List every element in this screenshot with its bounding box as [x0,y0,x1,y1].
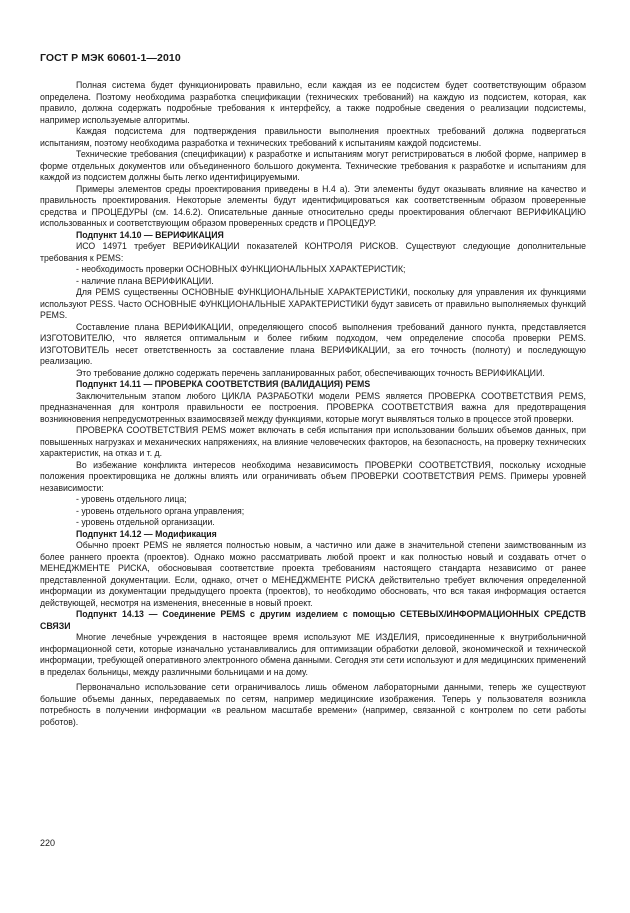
paragraph: Технические требования (спецификации) к разработке и испытаниям могут регистрироваться в любой форме, например в форме отдельных документов или объединенного большого документа. Технические требования к разработке и испытаниям для каждой из подсистем должны быть легко идентифицируемыми. [40,149,586,182]
paragraph: ИСО 14971 требует ВЕРИФИКАЦИИ показателей КОНТРОЛЯ РИСКОВ. Существуют следующие дополнительные требования к PEMS: [40,241,586,263]
paragraph: ПРОВЕРКА СООТВЕТСТВИЯ PEMS может включать в себя испытания при использовании больших объемов данных, при повышенных нагрузках и механических напряжениях, на влияние человеческих факторов, на безопасность, на проверку технических характеристик, на отказ и т. д. [40,425,586,458]
paragraph: Первоначально использование сети ограничивалось лишь обменом лабораторными данными, теперь же существуют большие объемы данных, передаваемых по сетям, например медицинские изображения. Теперь у пользователя возникла потребность в получении информации «в реальном масштабе времени» (например, связанной с контролем по сети работы роботов). [40,682,586,727]
section-heading: Подпункт 14.10 — ВЕРИФИКАЦИЯ [76,229,224,240]
paragraph: Примеры элементов среды проектирования приведены в Н.4 а). Эти элементы будут оказывать влияние на качество и правильность проектирования. Некоторые элементы будут идентифицироваться как соответственным образом проверенные средства и ПРОЦЕДУРЫ (см. 14.6.2). Описательные данные относительно среды проектирования облегчают ВЕРИФИКАЦИЮ использованных и соответствующим образом проверенных средств и ПРОЦЕДУР. [40,183,586,228]
paragraph: Полная система будет функционировать правильно, если каждая из ее подсистем будет соответствующим образом определена. Поэтому необходима разработка спецификации (технических требований) на каждую из подсистем, которая, как правило, должна содержать подробные требования к интерфейсу, а также подробные сведения о реализации подсистемы, например используемые алгоритмы. [40,80,586,125]
paragraph: - необходимость проверки ОСНОВНЫХ ФУНКЦИОНАЛЬНЫХ ХАРАКТЕРИСТИК; [76,264,406,274]
document-header: ГОСТ Р МЭК 60601-1—2010 [40,52,181,64]
paragraph: - наличие плана ВЕРИФИКАЦИИ. [76,275,214,286]
paragraph: Заключительным этапом любого ЦИКЛА РАЗРАБОТКИ модели PEMS является ПРОВЕРКА СООТВЕТСТВИЯ PEMS, предназначенная для контроля правильности ее построения. ПРОВЕРКА СООТВЕТСТВИЯ важна для предотвращения возникновения непредусмотренных взаимосвязей между функциями, которые могут выявляться только в процессе этой проверки. [40,390,586,424]
paragraph: Для PEMS существенны ОСНОВНЫЕ ФУНКЦИОНАЛЬНЫЕ ХАРАКТЕРИСТИКИ, поскольку для управления их функциями используют PESS. Часто ОСНОВНЫЕ ФУНКЦИОНАЛЬНЫЕ ХАРАКТЕРИСТИКИ будут зависеть от правильно выполняемых функций PEMS. [40,287,586,320]
section-heading: Подпункт 14.11 — ПРОВЕРКА СООТВЕТСТВИЯ (ВАЛИДАЦИЯ) PEMS [76,379,371,389]
paragraph: Многие лечебные учреждения в настоящее время используют МЕ ИЗДЕЛИЯ, присоединенные к внутрибольничной информационной сети, которые изначально устанавливались для оптимизации обработки деловой, экономической и технической информации, требующей оперативного электронного обмена данными. Сегодня эти сети используют и для медицинских применений в пределах больницы, между различными больницами и на дому. [40,632,586,677]
section-heading: Подпункт 14.12 — Модификация [76,528,217,539]
paragraph: Обычно проект PEMS не является полностью новым, а частично или даже в значительной степени заимствованным из более раннего проекта (проектов). Однако можно рассматривать любой проект и как полностью новый и создавать отчет о МЕНЕДЖМЕНТЕ РИСКА, обосновывая соответствие проекта требованиям настоящего стандарта независимо от ранее представленной документации. Если, однако, отчет о МЕНЕДЖМЕНТЕ РИСКА действительно требует включения определенной информации из документации предыдущего проекта (проектов), то необходимо обосновать, что вся такая информация остается действующей, несмотря на изменения, внесенные в новый проект. [40,540,586,608]
paragraph: - уровень отдельной организации. [76,517,215,527]
paragraph: Это требование должно содержать перечень запланированных работ, обеспечивающих точность ВЕРИФИКАЦИИ. [76,367,545,378]
paragraph: - уровень отдельного органа управления; [76,505,245,516]
paragraph: Во избежание конфликта интересов необходима независимость ПРОВЕРКИ СООТВЕТСТВИЯ, поскольку исходные положения проектировщика не должны влиять или ограничивать объем ПРОВЕРКИ СООТВЕТСТВИЯ PEMS. Примеры уровней независимости: [40,459,586,493]
page-number: 220 [40,838,56,848]
paragraph: - уровень отдельного лица; [76,494,187,504]
paragraph: Каждая подсистема для подтверждения правильности выполнения проектных требований должна подвергаться испытаниям, поэтому необходима разработка и технических требований к испытаниям каждой подсистемы. [40,126,586,148]
paragraph: Составление плана ВЕРИФИКАЦИИ, определяющего способ выполнения требований данного пункта, представляется ИЗГОТОВИТЕЛЮ, что является оптимальным и более гибким подходом, чем определение способа проверки PEMS. ИЗГОТОВИТЕЛЬ несет ответственность за составление плана ВЕРИФИКАЦИИ, за его точность (полноту) и последующую реализацию. [40,321,586,366]
document-body [40,80,586,728]
section-heading: Подпункт 14.13 — Соединение PEMS с другим изделием с помощью СЕТЕВЫХ/ИНФОРМАЦИОННЫХ СРЕДСТВ СВЯЗИ [40,609,586,631]
